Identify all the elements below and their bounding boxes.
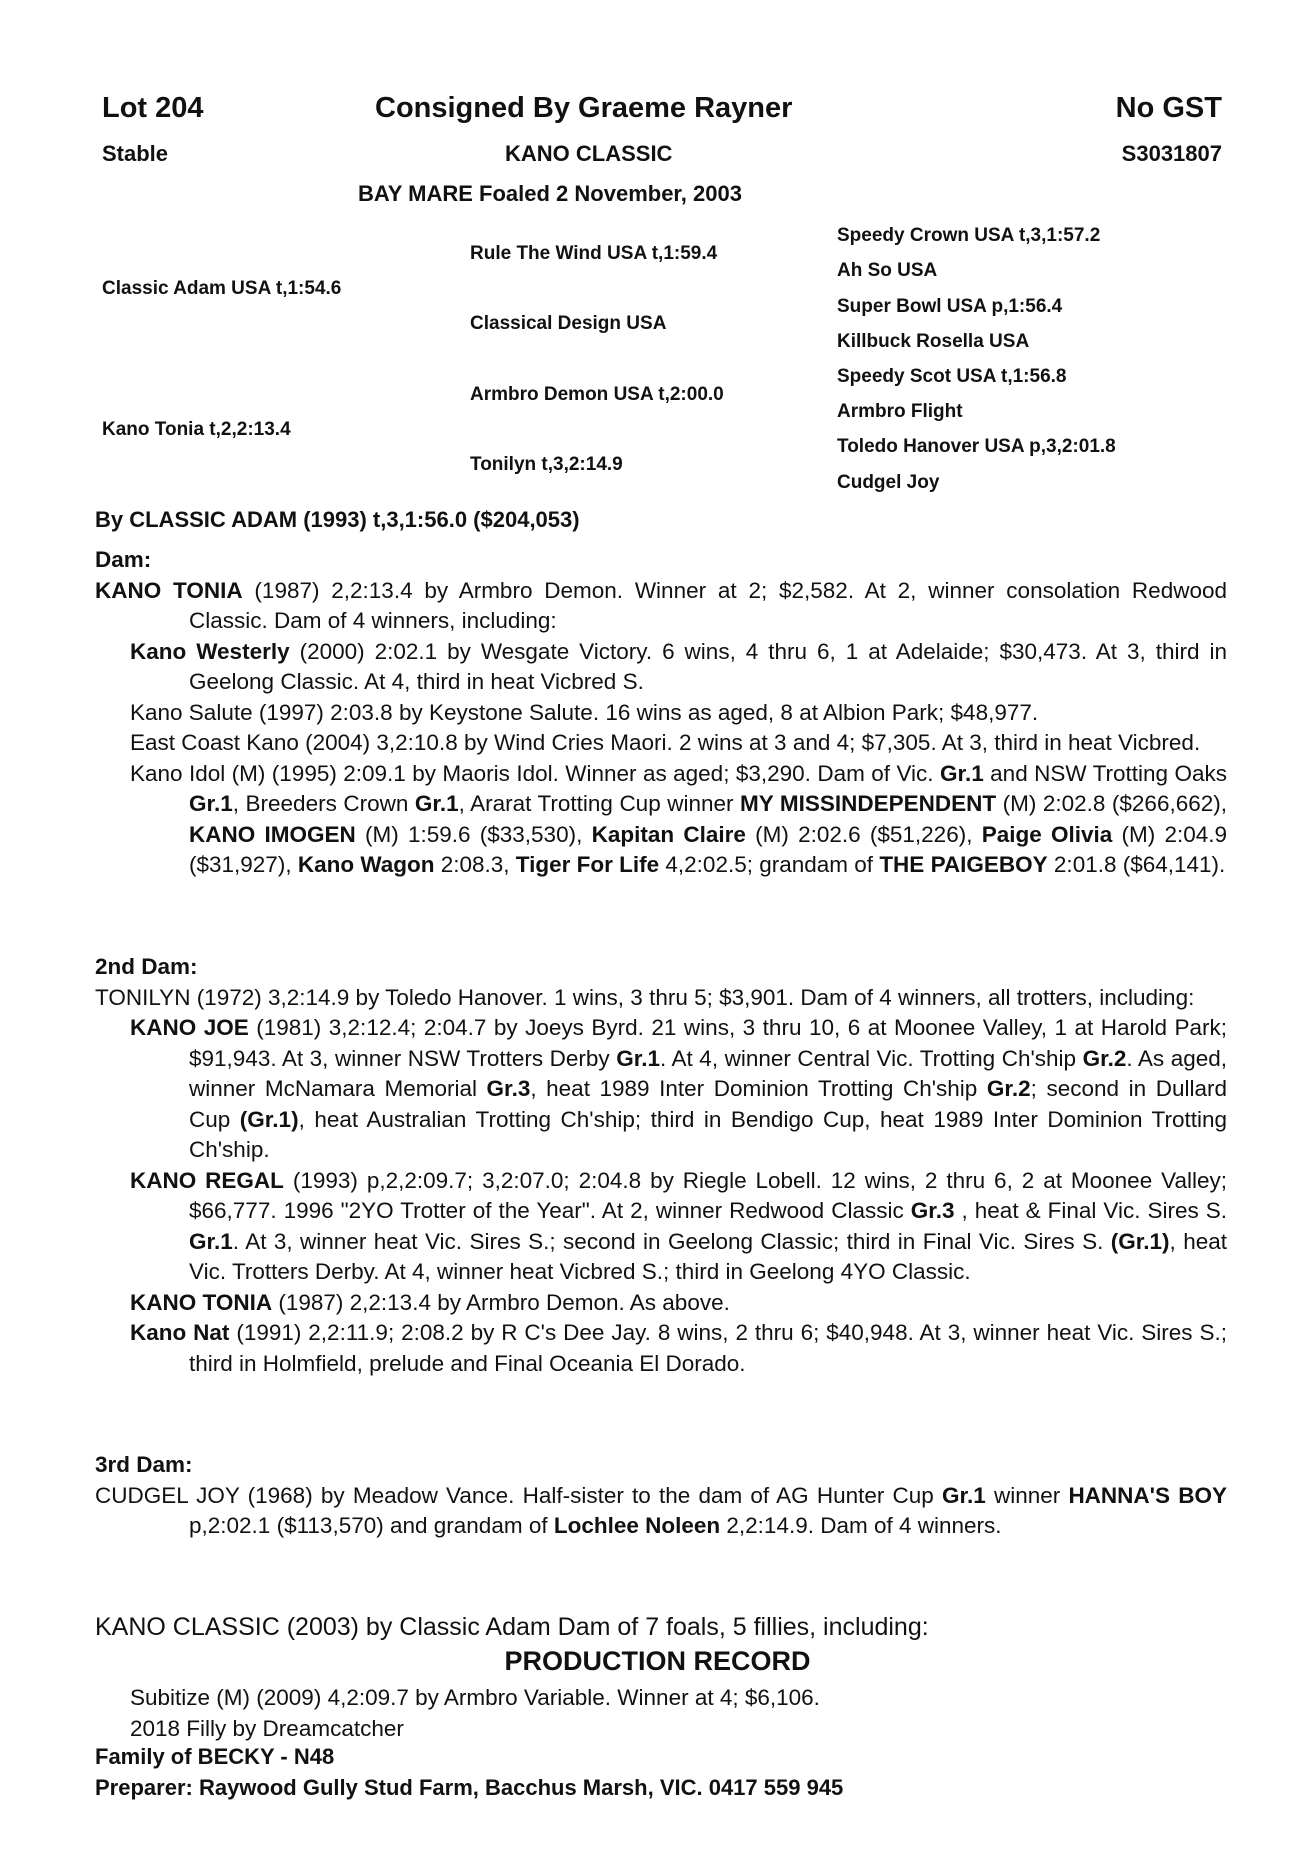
pedigree-dam-sire: Armbro Demon USA t,2:00.0 bbox=[470, 384, 724, 405]
pedigree-sire-sire: Rule The Wind USA t,1:59.4 bbox=[470, 243, 718, 264]
preparer-line: Preparer: Raywood Gully Stud Farm, Bacchus Marsh, VIC. 0417 559 945 bbox=[95, 1775, 844, 1800]
progeny-entry: KANO REGAL (1993) p,2,2:09.7; 3,2:07.0; 2:04.8 by Riegle Lobell. 12 wins, 2 thru 6, 2 at Moonee Valley; $66,777. 1996 "2YO Trotter of the Year". At 2, winner Redwood Classic Gr.3 , heat & Final Vic. Sires S. Gr.1. At 3, winner heat Vic. Sires S.; second in Geelong Classic; third in Final Vic. Sires S. (Gr.1), heat Vic. Trotters Derby. At 4, winner heat Vicbred S.; third in Geelong 4YO Classic. bbox=[130, 1167, 1228, 1284]
gst-status: No GST bbox=[1115, 92, 1222, 124]
second-dam-section bbox=[95, 952, 1227, 1379]
second-dam-title: 2nd Dam: bbox=[95, 954, 198, 979]
pedigree-g1: Speedy Crown USA t,3,1:57.2 bbox=[837, 225, 1101, 246]
dam-entry: KANO TONIA (1987) 2,2:13.4 by Armbro Demon. Winner at 2; $2,582. At 2, winner consolation Redwood Classic. Dam of 4 winners, including: bbox=[95, 577, 1227, 633]
pedigree-sire-dam: Classical Design USA bbox=[470, 313, 667, 334]
third-dam-title: 3rd Dam: bbox=[95, 1452, 193, 1477]
lot-number: Lot 204 bbox=[102, 92, 204, 124]
dam-section bbox=[95, 545, 1227, 881]
pedigree-g7: Toledo Hanover USA p,3,2:01.8 bbox=[837, 436, 1116, 457]
foaled-line: BAY MARE Foaled 2 November, 2003 bbox=[358, 181, 742, 206]
pedigree-dam-dam: Tonilyn t,3,2:14.9 bbox=[470, 454, 623, 475]
horse-name: KANO CLASSIC bbox=[505, 141, 673, 166]
third-dam-section bbox=[95, 1450, 1227, 1542]
production-intro: KANO CLASSIC (2003) by Classic Adam Dam of 7 foals, 5 fillies, including: bbox=[95, 1613, 929, 1641]
production-item: Subitize (M) (2009) 4,2:09.7 by Armbro Variable. Winner at 4; $6,106. bbox=[130, 1685, 820, 1710]
second-dam-entry: TONILYN (1972) 3,2:14.9 by Toledo Hanover. 1 wins, 3 thru 5; $3,901. Dam of 4 winners, all trotters, including: bbox=[95, 984, 1195, 1010]
horse-code: S3031807 bbox=[1121, 141, 1222, 166]
progeny-entry: KANO TONIA (1987) 2,2:13.4 by Armbro Demon. As above. bbox=[130, 1289, 730, 1315]
progeny-entry: KANO JOE (1981) 3,2:12.4; 2:04.7 by Joeys Byrd. 21 wins, 3 thru 10, 6 at Moonee Valley, 1 at Harold Park; $91,943. At 3, winner NSW Trotters Derby Gr.1. At 4, winner Central Vic. Trotting Ch'ship Gr.2. As aged, winner McNamara Memorial Gr.3, heat 1989 Inter Dominion Trotting Ch'ship Gr.2; second in Dullard Cup (Gr.1), heat Australian Trotting Ch'ship; third in Bendigo Cup, heat 1989 Inter Dominion Trotting Ch'ship. bbox=[130, 1015, 1228, 1162]
pedigree-g8: Cudgel Joy bbox=[837, 472, 940, 493]
progeny-entry: Kano Salute (1997) 2:03.8 by Keystone Salute. 16 wins as aged, 8 at Albion Park; $48,977. bbox=[130, 699, 1039, 725]
stable-label: Stable bbox=[102, 141, 169, 166]
progeny-entry: Kano Nat (1991) 2,2:11.9; 2:08.2 by R C's Dee Jay. 8 wins, 2 thru 6; $40,948. At 3, winner heat Vic. Sires S.; third in Holmfield, prelude and Final Oceania El Dorado. bbox=[130, 1320, 1227, 1376]
dam-title: Dam: bbox=[95, 547, 152, 572]
progeny-entry: Kano Idol (M) (1995) 2:09.1 by Maoris Idol. Winner as aged; $3,290. Dam of Vic. Gr.1 and NSW Trotting Oaks Gr.1, Breeders Crown Gr.1, Ararat Trotting Cup winner MY MISSINDEPENDENT (M) 2:02.8 ($266,662), KANO IMOGEN (M) 1:59.6 ($33,530), Kapitan Claire (M) 2:02.6 ($51,226), Paige Olivia (M) 2:04.9 ($31,927), Kano Wagon 2:08.3, Tiger For Life 4,2:02.5; grandam of THE PAIGEBOY 2:01.8 ($64,141). bbox=[130, 760, 1228, 877]
pedigree-g5: Speedy Scot USA t,1:56.8 bbox=[837, 366, 1067, 387]
pedigree-g6: Armbro Flight bbox=[837, 401, 963, 422]
production-list bbox=[130, 1683, 820, 1744]
progeny-entry: East Coast Kano (2004) 3,2:10.8 by Wind Cries Maori. 2 wins at 3 and 4; $7,305. At 3, third in heat Vicbred. bbox=[130, 730, 1201, 755]
pedigree-dam: Kano Tonia t,2,2:13.4 bbox=[102, 419, 291, 440]
third-dam-entry: CUDGEL JOY (1968) by Meadow Vance. Half-sister to the dam of AG Hunter Cup Gr.1 winner HANNA'S BOY p,2:02.1 ($113,570) and grandam of Lochlee Noleen 2,2:14.9. Dam of 4 winners. bbox=[95, 1482, 1227, 1538]
pedigree-sire: Classic Adam USA t,1:54.6 bbox=[102, 278, 342, 299]
production-item: 2018 Filly by Dreamcatcher bbox=[130, 1715, 404, 1741]
pedigree-g3: Super Bowl USA p,1:56.4 bbox=[837, 296, 1063, 317]
progeny-entry: Kano Westerly (2000) 2:02.1 by Wesgate Victory. 6 wins, 4 thru 6, 1 at Adelaide; $30,473. At 3, third in Geelong Classic. At 4, third in heat Vicbred S. bbox=[130, 638, 1227, 694]
sire-line: By CLASSIC ADAM (1993) t,3,1:56.0 ($204,053) bbox=[95, 507, 580, 532]
consignor: Consigned By Graeme Rayner bbox=[375, 92, 793, 124]
pedigree-g2: Ah So USA bbox=[837, 260, 938, 281]
family-line: Family of BECKY - N48 bbox=[95, 1744, 335, 1769]
pedigree-g4: Killbuck Rosella USA bbox=[837, 331, 1030, 352]
production-heading: PRODUCTION RECORD bbox=[504, 1646, 811, 1676]
